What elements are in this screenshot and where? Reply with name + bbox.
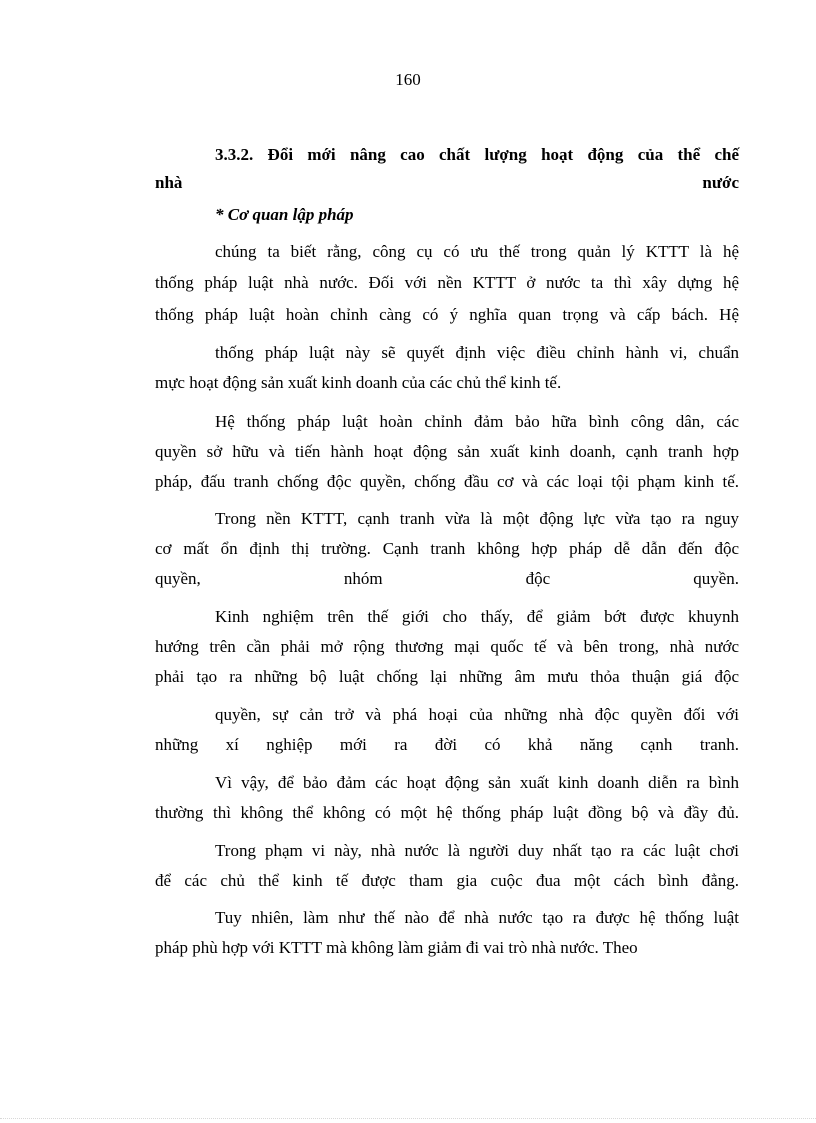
body-line: những xí nghiệp mới ra đời có khả năng cạnh tranh. <box>155 735 739 754</box>
body-line: Trong phạm vi này, nhà nước là người duy nhất tạo ra các luật chơi <box>215 841 739 860</box>
body-line: phải tạo ra những bộ luật chống lại những âm mưu thỏa thuận giá độc <box>155 667 739 686</box>
body-line: chúng ta biết rằng, công cụ có ưu thế trong quản lý KTTT là hệ <box>215 242 739 261</box>
page-number: 160 <box>395 70 421 89</box>
body-line: Trong nền KTTT, cạnh tranh vừa là một động lực vừa tạo ra nguy <box>215 509 739 528</box>
body-line: quyền sở hữu và tiến hành hoạt động sản xuất kinh doanh, cạnh tranh hợp <box>155 442 739 461</box>
body-line: Hệ thống pháp luật hoàn chỉnh đảm bảo hữa bình công dân, các <box>215 412 739 431</box>
body-line: thống pháp luật hoàn chỉnh càng có ý nghĩa quan trọng và cấp bách. Hệ <box>155 305 739 324</box>
body-line: cơ mất ổn định thị trường. Cạnh tranh không hợp pháp dễ dẫn đến độc <box>155 539 739 558</box>
body-line: quyền, sự cản trở và phá hoại của những nhà độc quyền đối với <box>215 705 739 724</box>
body-line: Kinh nghiệm trên thế giới cho thấy, để giảm bớt được khuynh <box>215 607 739 626</box>
body-line: pháp phù hợp với KTTT mà không làm giảm đi vai trò nhà nước. Theo <box>155 938 638 957</box>
section-heading-line-2 <box>155 169 739 197</box>
body-line: để các chủ thể kinh tế được tham gia cuộc đua một cách bình đẳng. <box>155 871 739 890</box>
body-line: pháp, đấu tranh chống độc quyền, chống đầu cơ và các loại tội phạm kinh tế. <box>155 472 739 491</box>
body-line: thống pháp luật nhà nước. Đối với nền KTTT ở nước ta thì xây dựng hệ <box>155 273 739 292</box>
body-line: thống pháp luật này sẽ quyết định việc điều chỉnh hành vi, chuẩn <box>215 343 739 362</box>
section-heading-word-nuoc: nước <box>702 173 739 192</box>
body-line: mực hoạt động sản xuất kinh doanh của các chủ thể kinh tế. <box>155 373 562 392</box>
section-heading-word-nha: nhà <box>155 173 183 192</box>
body-line: quyền, nhóm độc quyền. <box>155 569 739 588</box>
body-line: thường thì không thể không có một hệ thống pháp luật đồng bộ và đầy đủ. <box>155 803 739 822</box>
body-line: Tuy nhiên, làm như thế nào để nhà nước tạo ra được hệ thống luật <box>215 908 739 927</box>
section-heading-line-1: 3.3.2. Đổi mới nâng cao chất lượng hoạt động của thể chế <box>215 145 739 164</box>
body-line: hướng trên cần phải mở rộng thương mại quốc tế và bên trong, nhà nước <box>155 637 739 656</box>
subsection-heading: * Cơ quan lập pháp <box>215 205 354 224</box>
section-heading <box>155 141 739 197</box>
page-bottom-rule <box>0 1118 816 1119</box>
body-line: Vì vậy, để bảo đảm các hoạt động sản xuất kinh doanh diễn ra bình <box>215 773 739 792</box>
